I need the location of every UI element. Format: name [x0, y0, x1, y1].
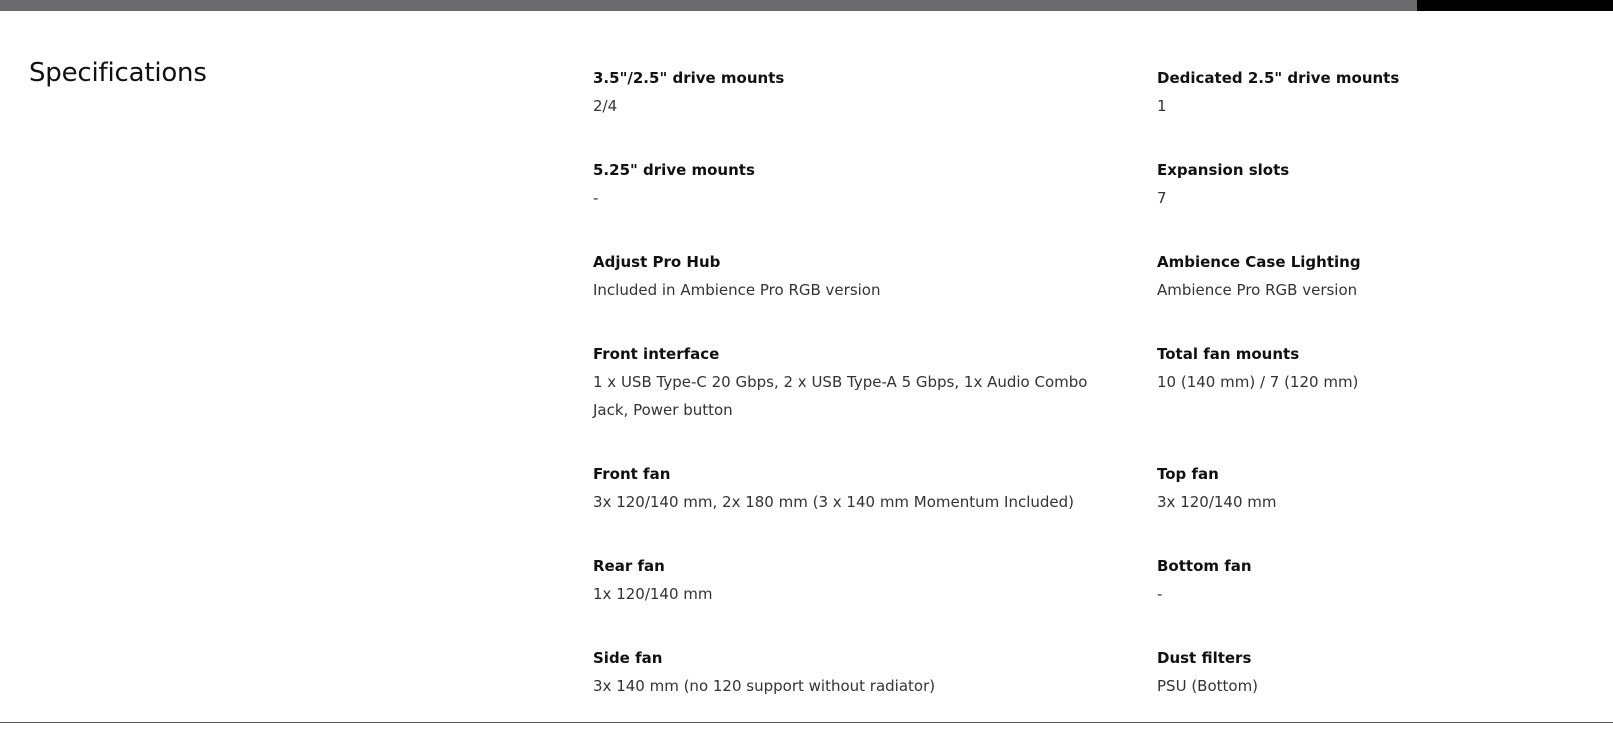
spec-value: 2/4	[593, 97, 618, 115]
spec-rear-fan	[593, 552, 1157, 608]
spec-label: Top fan	[1157, 465, 1219, 483]
spec-value: 7	[1157, 189, 1167, 207]
spec-label: 3.5"/2.5" drive mounts	[593, 69, 785, 87]
specifications-heading: Specifications	[29, 58, 207, 88]
spec-front-interface	[593, 340, 1157, 424]
spec-dust-filters	[1157, 644, 1593, 700]
spec-label: Total fan mounts	[1157, 345, 1300, 363]
spec-value: Included in Ambience Pro RGB version	[593, 281, 881, 299]
spec-total-fan-mounts	[1157, 340, 1593, 424]
spec-value: 1	[1157, 97, 1167, 115]
spec-front-fan	[593, 460, 1157, 516]
spec-label: Adjust Pro Hub	[593, 253, 721, 271]
spec-value: 3x 120/140 mm	[1157, 493, 1277, 511]
spec-label: Front interface	[593, 345, 720, 363]
spec-label: Dedicated 2.5" drive mounts	[1157, 69, 1400, 87]
spec-value: 10 (140 mm) / 7 (120 mm)	[1157, 373, 1359, 391]
bottom-divider	[0, 722, 1613, 723]
spec-value: -	[1157, 585, 1163, 603]
spec-adjust-pro-hub	[593, 248, 1157, 304]
spec-label: 5.25" drive mounts	[593, 161, 755, 179]
spec-bottom-fan	[1157, 552, 1593, 608]
spec-value: -	[593, 189, 599, 207]
spec-525-drive-mounts	[593, 156, 1157, 212]
spec-expansion-slots	[1157, 156, 1593, 212]
spec-label: Side fan	[593, 649, 663, 667]
spec-label: Ambience Case Lighting	[1157, 253, 1361, 271]
spec-label: Front fan	[593, 465, 671, 483]
spec-value: PSU (Bottom)	[1157, 677, 1259, 695]
spec-value: 3x 120/140 mm, 2x 180 mm (3 x 140 mm Momentum Included)	[593, 493, 1075, 511]
specifications-grid	[593, 64, 1593, 736]
spec-value: 1x 120/140 mm	[593, 585, 713, 603]
spec-dedicated-drive-mounts	[1157, 64, 1593, 120]
spec-side-fan	[593, 644, 1157, 700]
top-header-bar	[0, 0, 1613, 11]
spec-label: Dust filters	[1157, 649, 1252, 667]
spec-label: Expansion slots	[1157, 161, 1290, 179]
spec-top-fan	[1157, 460, 1593, 516]
spec-value: 1 x USB Type-C 20 Gbps, 2 x USB Type-A 5 Gbps, 1x Audio Combo Jack, Power button	[593, 373, 1088, 419]
spec-case-lighting	[1157, 248, 1593, 304]
spec-label: Rear fan	[593, 557, 665, 575]
top-header-bar-end	[1417, 0, 1613, 11]
spec-label: Bottom fan	[1157, 557, 1252, 575]
spec-value: Ambience Pro RGB version	[1157, 281, 1358, 299]
spec-value: 3x 140 mm (no 120 support without radiator)	[593, 677, 936, 695]
spec-drive-mounts	[593, 64, 1157, 120]
